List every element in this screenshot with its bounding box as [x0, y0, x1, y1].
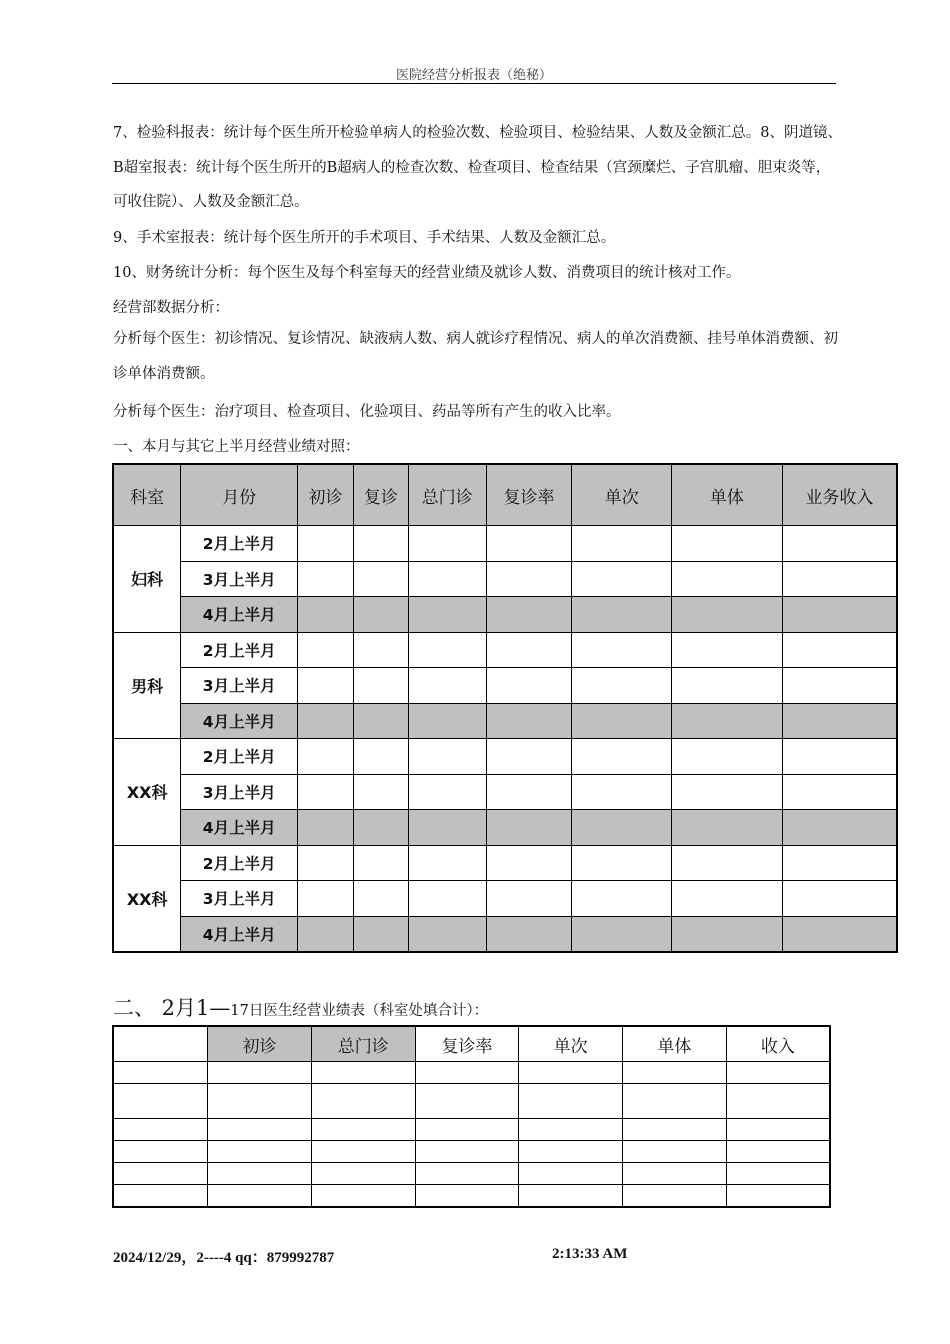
data-cell[interactable]	[298, 881, 354, 917]
table1-header-row	[113, 464, 897, 526]
data-cell[interactable]	[486, 881, 572, 917]
data-cell[interactable]	[726, 1141, 830, 1163]
col-header: 复诊率	[486, 464, 572, 526]
data-cell[interactable]	[311, 1141, 415, 1163]
month-cell: 4月上半月	[181, 597, 298, 633]
data-cell[interactable]	[486, 703, 572, 739]
col-header: 总门诊	[311, 1026, 415, 1062]
table2-header-row	[113, 1026, 830, 1062]
data-cell[interactable]	[311, 1084, 415, 1119]
data-cell[interactable]	[572, 597, 672, 633]
data-cell[interactable]	[623, 1084, 727, 1119]
col-header: 收入	[726, 1026, 830, 1062]
data-cell[interactable]	[572, 881, 672, 917]
col-header: 复诊率	[415, 1026, 519, 1062]
data-cell[interactable]	[572, 810, 672, 846]
data-cell[interactable]	[572, 916, 672, 952]
data-cell[interactable]	[486, 810, 572, 846]
data-cell[interactable]	[519, 1185, 623, 1207]
data-cell[interactable]	[486, 916, 572, 952]
data-cell[interactable]	[672, 561, 783, 597]
data-cell[interactable]	[486, 597, 572, 633]
table-row	[113, 526, 897, 562]
footer-date-contact: 2024/12/29，2----4 qq：879992787	[113, 1250, 335, 1266]
section-two-suffix: 17日医生经营业绩表（科室处填合计）：	[230, 1003, 489, 1019]
data-cell[interactable]	[486, 845, 572, 881]
data-cell[interactable]	[311, 1119, 415, 1141]
data-cell[interactable]	[408, 916, 486, 952]
month-cell: 4月上半月	[181, 810, 298, 846]
data-cell[interactable]	[311, 1163, 415, 1185]
data-cell[interactable]	[415, 1084, 519, 1119]
data-cell[interactable]	[572, 703, 672, 739]
data-cell[interactable]	[672, 668, 783, 704]
col-header: 单次	[519, 1026, 623, 1062]
data-cell[interactable]	[415, 1185, 519, 1207]
data-cell[interactable]	[353, 526, 408, 562]
data-cell[interactable]	[415, 1163, 519, 1185]
table-row	[113, 881, 897, 917]
data-cell[interactable]	[782, 668, 897, 704]
data-cell[interactable]	[519, 1062, 623, 1084]
data-cell[interactable]	[782, 739, 897, 775]
data-cell[interactable]	[623, 1062, 727, 1084]
data-cell[interactable]	[353, 703, 408, 739]
month-cell: 4月上半月	[181, 703, 298, 739]
table-row	[113, 916, 897, 952]
table-row	[113, 1084, 830, 1119]
data-cell[interactable]	[208, 1185, 312, 1207]
data-cell[interactable]	[113, 1163, 208, 1185]
col-header: 初诊	[208, 1026, 312, 1062]
data-cell[interactable]	[486, 668, 572, 704]
data-cell[interactable]	[726, 1163, 830, 1185]
month-cell: 2月上半月	[181, 739, 298, 775]
data-cell[interactable]	[208, 1141, 312, 1163]
table-row	[113, 703, 897, 739]
data-cell[interactable]	[298, 845, 354, 881]
header-rule	[112, 83, 836, 84]
data-cell[interactable]	[572, 561, 672, 597]
data-cell[interactable]	[408, 881, 486, 917]
data-cell[interactable]	[353, 881, 408, 917]
data-cell[interactable]	[353, 597, 408, 633]
data-cell[interactable]	[726, 1185, 830, 1207]
col-header: 科室	[113, 464, 181, 526]
col-header: 复诊	[353, 464, 408, 526]
data-cell[interactable]	[353, 845, 408, 881]
data-cell[interactable]	[486, 632, 572, 668]
footer-time: 2:13:33 AM	[552, 1246, 628, 1262]
monthly-comparison-table	[112, 463, 898, 953]
data-cell[interactable]	[408, 561, 486, 597]
dept-cell: XX科	[113, 739, 181, 846]
table-row	[113, 632, 897, 668]
data-cell[interactable]	[298, 810, 354, 846]
data-cell[interactable]	[298, 916, 354, 952]
data-cell[interactable]	[208, 1062, 312, 1084]
table-row	[113, 739, 897, 775]
data-cell[interactable]	[572, 526, 672, 562]
data-cell[interactable]	[782, 881, 897, 917]
data-cell[interactable]	[113, 1185, 208, 1207]
table-row	[113, 845, 897, 881]
paragraph-lab-report: 7、检验科报表：统计每个医生所开检验单病人的检验次数、检验项目、检验结果、人数及金额汇总。8、阴道镜、B超室报表：统计每个医生所开的B超病人的检查次数、检查项目、检查结果（宫颈糜烂、子宫肌瘤、胆束炎等，可收住院）、人数及金额汇总。	[113, 125, 842, 210]
data-cell[interactable]	[623, 1119, 727, 1141]
data-cell[interactable]	[672, 881, 783, 917]
data-cell[interactable]	[408, 845, 486, 881]
data-cell[interactable]	[672, 597, 783, 633]
data-cell[interactable]	[408, 810, 486, 846]
data-cell[interactable]	[311, 1062, 415, 1084]
data-cell[interactable]	[726, 1119, 830, 1141]
data-cell[interactable]	[353, 916, 408, 952]
data-cell[interactable]	[408, 632, 486, 668]
col-header: 月份	[181, 464, 298, 526]
data-cell[interactable]	[519, 1119, 623, 1141]
col-header: 单次	[572, 464, 672, 526]
col-header: 业务收入	[782, 464, 897, 526]
data-cell[interactable]	[782, 632, 897, 668]
doctor-performance-table	[112, 1025, 831, 1208]
data-cell[interactable]	[486, 774, 572, 810]
data-cell[interactable]	[672, 774, 783, 810]
data-cell[interactable]	[113, 1119, 208, 1141]
col-header: 总门诊	[408, 464, 486, 526]
data-cell[interactable]	[408, 774, 486, 810]
data-cell[interactable]	[623, 1141, 727, 1163]
table-row	[113, 1062, 830, 1084]
paragraph-operations-heading: 经营部数据分析：	[113, 300, 229, 316]
page-header-title: 医院经营分析报表（绝秘）	[395, 68, 552, 83]
col-header	[113, 1026, 208, 1062]
data-cell[interactable]	[408, 703, 486, 739]
data-cell[interactable]	[298, 774, 354, 810]
data-cell[interactable]	[408, 668, 486, 704]
data-cell[interactable]	[519, 1141, 623, 1163]
data-cell[interactable]	[572, 668, 672, 704]
table-row	[113, 774, 897, 810]
col-header: 单体	[623, 1026, 727, 1062]
table-row	[113, 1119, 830, 1141]
data-cell[interactable]	[113, 1141, 208, 1163]
dept-cell: XX科	[113, 845, 181, 952]
data-cell[interactable]	[486, 526, 572, 562]
data-cell[interactable]	[208, 1119, 312, 1141]
data-cell[interactable]	[298, 632, 354, 668]
data-cell[interactable]	[311, 1185, 415, 1207]
table-row	[113, 668, 897, 704]
data-cell[interactable]	[519, 1163, 623, 1185]
data-cell[interactable]	[572, 774, 672, 810]
table-row	[113, 561, 897, 597]
data-cell[interactable]	[623, 1163, 727, 1185]
data-cell[interactable]	[623, 1185, 727, 1207]
month-cell: 4月上半月	[181, 916, 298, 952]
data-cell[interactable]	[672, 703, 783, 739]
table-row	[113, 597, 897, 633]
table-row	[113, 1163, 830, 1185]
col-header: 单体	[672, 464, 783, 526]
data-cell[interactable]	[486, 739, 572, 775]
col-header: 初诊	[298, 464, 354, 526]
data-cell[interactable]	[208, 1163, 312, 1185]
section-two-prefix: 二、 2月1—	[113, 996, 231, 1020]
paragraph-doctor-analysis-1: 分析每个医生：初诊情况、复诊情况、缺液病人数、病人就诊疗程情况、病人的单次消费额、挂号单体消费额、初诊单体消费额。	[113, 331, 838, 382]
data-cell[interactable]	[672, 810, 783, 846]
paragraph-finance-analysis: 10、财务统计分析：每个医生及每个科室每天的经营业绩及就诊人数、消费项目的统计核对工作。	[113, 265, 741, 281]
data-cell[interactable]	[298, 668, 354, 704]
data-cell[interactable]	[672, 845, 783, 881]
data-cell[interactable]	[486, 561, 572, 597]
data-cell[interactable]	[782, 526, 897, 562]
month-cell: 2月上半月	[181, 526, 298, 562]
data-cell[interactable]	[298, 597, 354, 633]
data-cell[interactable]	[353, 810, 408, 846]
table-row	[113, 1141, 830, 1163]
data-cell[interactable]	[782, 561, 897, 597]
month-cell: 3月上半月	[181, 774, 298, 810]
paragraph-doctor-analysis-2: 分析每个医生：治疗项目、检查项目、化验项目、药品等所有产生的收入比率。	[113, 404, 621, 420]
dept-cell: 男科	[113, 632, 181, 739]
data-cell[interactable]	[572, 739, 672, 775]
data-cell[interactable]	[519, 1084, 623, 1119]
section-two-title	[113, 992, 488, 1022]
month-cell: 3月上半月	[181, 668, 298, 704]
data-cell[interactable]	[408, 739, 486, 775]
data-cell[interactable]	[113, 1084, 208, 1119]
data-cell[interactable]	[208, 1084, 312, 1119]
data-cell[interactable]	[298, 703, 354, 739]
data-cell[interactable]	[298, 526, 354, 562]
data-cell[interactable]	[298, 561, 354, 597]
data-cell[interactable]	[782, 810, 897, 846]
data-cell[interactable]	[353, 561, 408, 597]
table-row	[113, 810, 897, 846]
data-cell[interactable]	[415, 1141, 519, 1163]
data-cell[interactable]	[782, 845, 897, 881]
data-cell[interactable]	[672, 739, 783, 775]
data-cell[interactable]	[726, 1084, 830, 1119]
data-cell[interactable]	[408, 526, 486, 562]
data-cell[interactable]	[672, 632, 783, 668]
table-row	[113, 1185, 830, 1207]
month-cell: 3月上半月	[181, 881, 298, 917]
data-cell[interactable]	[353, 668, 408, 704]
paragraph-surgery-report: 9、手术室报表：统计每个医生所开的手术项目、手术结果、人数及金额汇总。	[113, 230, 616, 246]
data-cell[interactable]	[415, 1062, 519, 1084]
data-cell[interactable]	[353, 774, 408, 810]
data-cell[interactable]	[782, 916, 897, 952]
data-cell[interactable]	[353, 739, 408, 775]
data-cell[interactable]	[572, 632, 672, 668]
data-cell[interactable]	[353, 632, 408, 668]
data-cell[interactable]	[672, 526, 783, 562]
month-cell: 3月上半月	[181, 561, 298, 597]
data-cell[interactable]	[298, 739, 354, 775]
data-cell[interactable]	[572, 845, 672, 881]
data-cell[interactable]	[113, 1062, 208, 1084]
data-cell[interactable]	[782, 597, 897, 633]
data-cell[interactable]	[408, 597, 486, 633]
section-one-title: 一、本月与其它上半月经营业绩对照：	[113, 439, 360, 455]
data-cell[interactable]	[672, 916, 783, 952]
data-cell[interactable]	[782, 774, 897, 810]
dept-cell: 妇科	[113, 526, 181, 633]
data-cell[interactable]	[782, 703, 897, 739]
month-cell: 2月上半月	[181, 845, 298, 881]
data-cell[interactable]	[726, 1062, 830, 1084]
month-cell: 2月上半月	[181, 632, 298, 668]
data-cell[interactable]	[415, 1119, 519, 1141]
